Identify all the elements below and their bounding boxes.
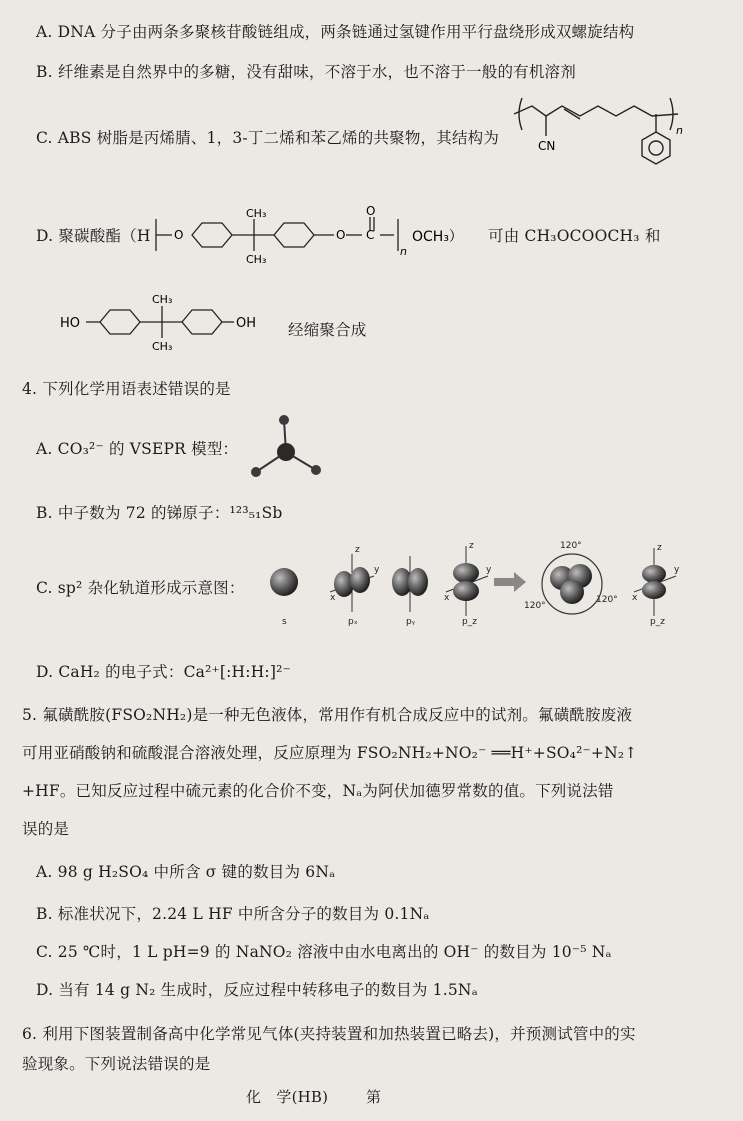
svg-text:x: x [444, 593, 450, 603]
bpa-structure-figure [60, 290, 270, 352]
pc-ch3-bottom-label: CH₃ [246, 253, 267, 265]
abs-n-label: n [676, 124, 683, 137]
q5-option-d: D. 当有 14 g N₂ 生成时，反应过程中转移电子的数目为 1.5Nₐ [36, 981, 478, 999]
vsepr-model-figure [244, 412, 328, 484]
q4-stem: 4. 下列化学用语表述错误的是 [22, 380, 231, 398]
pc-n-label: n [400, 245, 407, 258]
q4-option-d: D. CaH₂ 的电子式：Ca²⁺[:H:H:]²⁻ [36, 663, 291, 681]
label-pz-unhybridized: p_z [650, 617, 665, 627]
footer-subject: 化 学(HB) [246, 1088, 329, 1106]
q3-option-c: C. ABS 树脂是丙烯腈、1，3-丁二烯和苯乙烯的共聚物，其结构为 [36, 129, 500, 147]
svg-text:x: x [632, 593, 638, 603]
q5-stem-line3: +HF。已知反应过程中硫元素的化合价不变，Nₐ为阿伏加德罗常数的值。下列说法错 [22, 782, 614, 800]
pc-o2-label: O [336, 228, 346, 242]
q5-option-c: C. 25 ℃时，1 L pH=9 的 NaNO₂ 溶液中由水电离出的 OH⁻ 的数目为 10⁻⁵ Nₐ [36, 943, 612, 961]
q3-option-a: A. DNA 分子由两条多聚核苷酸链组成，两条链通过氢键作用平行盘绕形成双螺旋结构 [36, 23, 635, 41]
label-px: pₓ [348, 617, 358, 627]
abs-structure-figure [510, 84, 690, 184]
footer-page: 第 [366, 1088, 382, 1106]
polycarbonate-structure-figure [150, 205, 500, 265]
pc-och3-label: OCH₃） [412, 229, 463, 245]
pc-ch3-top-label: CH₃ [246, 207, 267, 220]
q5-option-a: A. 98 g H₂SO₄ 中所含 σ 键的数目为 6Nₐ [36, 863, 336, 881]
bpa-ch3-bottom-label: CH₃ [152, 340, 173, 352]
angle-top-label: 120° [560, 541, 582, 551]
bpa-oh-label: OH [236, 316, 257, 331]
q5-stem-line4: 误的是 [22, 820, 70, 838]
q6-stem-line1: 6. 利用下图装置制备高中化学常见气体(夹持装置和加热装置已略去)，并预测试管中的实 [22, 1025, 636, 1043]
py-orbital [392, 556, 428, 612]
svg-text:y: y [374, 565, 380, 575]
q5-stem-line2: 可用亚硝酸钠和硫酸混合溶液处理，反应原理为 FSO₂NH₂+NO₂⁻ ══H⁺+SO₄²⁻+N₂↑ [22, 744, 638, 762]
bpa-structure-svg [60, 290, 270, 352]
svg-text:z: z [355, 545, 360, 555]
abs-cn-label: CN [538, 139, 556, 153]
q3-option-d-prefix: D. 聚碳酸酯（H [36, 227, 151, 245]
q4-option-a: A. CO₃²⁻ 的 VSEPR 模型： [36, 440, 239, 458]
svg-text:y: y [486, 565, 492, 575]
svg-text:y: y [674, 565, 680, 575]
q5-stem-line1: 5. 氟磺酰胺(FSO₂NH₂)是一种无色液体，常用作有机合成反应中的试剂。氟磺酰胺废液 [22, 706, 633, 724]
arrow-icon [494, 572, 526, 592]
q6-stem-line2: 验现象。下列说法错误的是 [22, 1055, 211, 1073]
bpa-ch3-top-label: CH₃ [152, 293, 173, 306]
pc-o1-label: O [174, 228, 184, 242]
q3-option-d-middle: 可由 CH₃OCOOCH₃ 和 [488, 227, 661, 245]
s-orbital [270, 568, 298, 596]
svg-text:z: z [469, 541, 474, 551]
q4-option-b: B. 中子数为 72 的锑原子：¹²³₅₁Sb [36, 504, 283, 522]
pc-o3-label: O [366, 205, 376, 218]
q5-option-b: B. 标准状况下，2.24 L HF 中所含分子的数目为 0.1Nₐ [36, 905, 430, 923]
polycarbonate-structure-svg [150, 205, 500, 265]
sp2-hybrid-orbitals [542, 554, 602, 614]
bpa-ho-label: HO [60, 316, 81, 331]
angle-left-label: 120° [524, 601, 546, 611]
q4-option-c: C. sp² 杂化轨道形成示意图： [36, 579, 245, 597]
unhybridized-pz-orbital [634, 548, 676, 616]
pz-orbital [446, 546, 488, 616]
angle-right-label: 120° [596, 595, 618, 605]
q3-option-d-suffix: 经缩聚合成 [288, 321, 367, 339]
label-pz: p_z [462, 617, 477, 627]
label-py: pᵧ [406, 617, 416, 627]
sp2-orbital-diagram [262, 540, 682, 660]
q3-option-b: B. 纤维素是自然界中的多糖，没有甜味，不溶于水，也不溶于一般的有机溶剂 [36, 63, 576, 81]
svg-text:z: z [657, 543, 662, 553]
px-orbital [330, 554, 374, 612]
svg-text:x: x [330, 593, 336, 603]
vsepr-model-svg [244, 412, 328, 484]
sp2-orbital-svg [262, 540, 682, 660]
abs-structure-svg [510, 84, 690, 184]
svg-text:C: C [366, 228, 375, 242]
label-s: s [282, 617, 287, 627]
